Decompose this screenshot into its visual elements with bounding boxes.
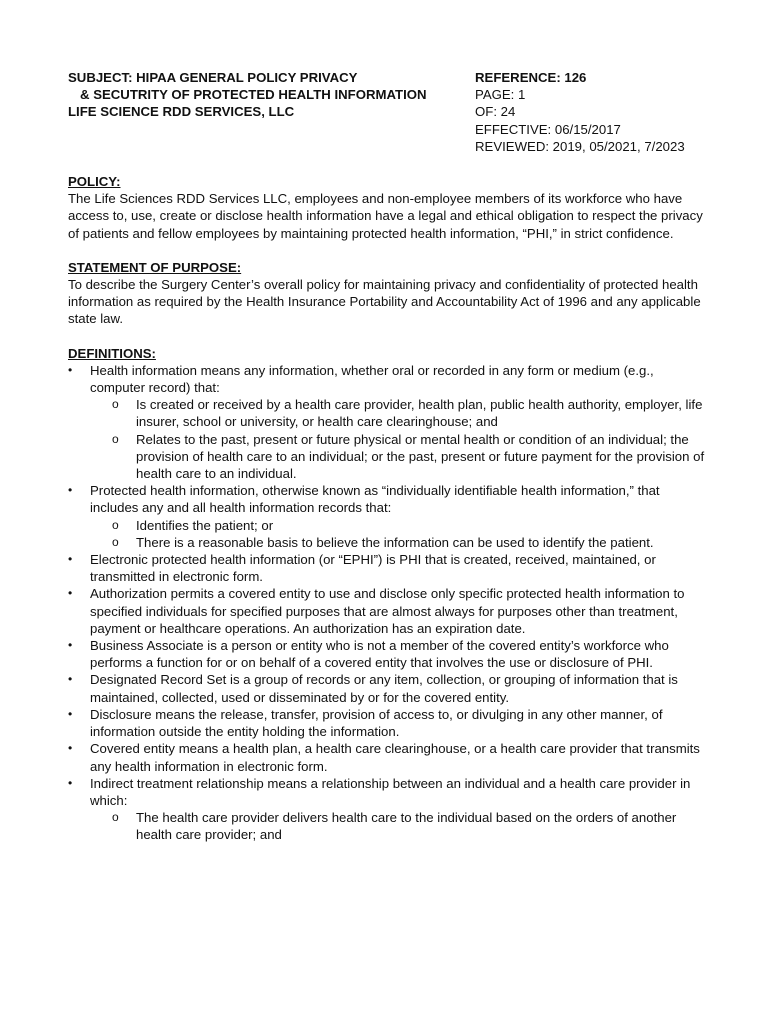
definition-sublist	[90, 517, 708, 551]
purpose-heading: STATEMENT OF PURPOSE:	[68, 259, 242, 275]
purpose-text: To describe the Surgery Center’s overall policy for maintaining privacy and confidentiality of protected health information as required by the Health Insurance Portability and Accountability Act of 1996 and any applicable state law.	[68, 277, 701, 327]
page-count: OF: 24	[475, 104, 516, 120]
definition-item	[68, 775, 708, 844]
definition-item	[68, 362, 708, 482]
definition-text: Indirect treatment relationship means a relationship between an individual and a health care provider in which:	[90, 775, 691, 808]
definition-subitem	[90, 534, 708, 551]
reviewed-dates: REVIEWED: 2019, 05/2021, 7/2023	[475, 138, 685, 154]
policy-section	[68, 173, 708, 242]
reference-number: REFERENCE: 126	[475, 70, 587, 85]
subject-line-1: SUBJECT: HIPAA GENERAL POLICY PRIVACY	[68, 70, 358, 85]
bullet-icon: •	[68, 775, 73, 790]
definition-text: Protected health information, otherwise known as “individually identifiable health information,” that includes any and all health information records that:	[90, 483, 660, 516]
definition-text: Covered entity means a health plan, a health care clearinghouse, or a health care provider that transmits any health information in electronic form.	[90, 741, 700, 774]
effective-date: EFFECTIVE: 06/15/2017	[475, 121, 621, 137]
definition-sublist	[90, 396, 708, 482]
bullet-icon: •	[68, 672, 73, 687]
document-body	[68, 173, 708, 861]
definition-subitem-text: Is created or received by a health care provider, health plan, public health authority, employer, life insurer, school or university, or health care clearinghouse; and	[136, 397, 703, 430]
purpose-section	[68, 259, 708, 328]
policy-heading: POLICY:	[68, 174, 121, 189]
definition-item	[68, 551, 708, 585]
definition-text: Authorization permits a covered entity to use and disclose only specific protected health information to specified individuals for specified purposes that are almost always for purposes other than treatment, payment or healthcare operations. An authorization has an expiration date.	[90, 586, 685, 636]
definition-item	[68, 585, 708, 637]
sub-bullet-icon: o	[112, 517, 119, 532]
bullet-icon: •	[68, 362, 73, 377]
definition-item	[68, 671, 708, 705]
definition-subitem	[90, 809, 708, 843]
sub-bullet-icon: o	[112, 397, 119, 412]
reference-block	[475, 69, 715, 155]
definition-sublist	[90, 809, 708, 843]
definition-subitem-text: Identifies the patient; or	[136, 517, 274, 533]
definition-item	[68, 740, 708, 774]
bullet-icon: •	[68, 706, 73, 721]
definition-text: Business Associate is a person or entity who is not a member of the covered entity’s workforce who performs a function for or on behalf of a covered entity that involves the use or disclosure of PHI.	[90, 638, 669, 671]
bullet-icon: •	[68, 638, 73, 653]
policy-text: The Life Sciences RDD Services LLC, employees and non-employee members of its workforce who have access to, use, create or disclose health information have a legal and ethical obligation to respect the privacy of patients and fellow employees by maintaining protected health information, “PHI,” in strict confidence.	[68, 191, 703, 241]
definition-subitem	[90, 431, 708, 483]
definition-subitem-text: There is a reasonable basis to believe the information can be used to identify the patient.	[136, 534, 654, 550]
page-number: PAGE: 1	[475, 87, 526, 103]
sub-bullet-icon: o	[112, 431, 119, 446]
definition-item	[68, 706, 708, 740]
definition-text: Designated Record Set is a group of records or any item, collection, or grouping of information that is maintained, collected, used or disseminated by or for the covered entity.	[90, 672, 678, 705]
definition-text: Electronic protected health information (or “EPHI”) is PHI that is created, received, maintained, or transmitted in electronic form.	[90, 552, 656, 585]
definition-item	[68, 637, 708, 671]
definition-subitem-text: The health care provider delivers health care to the individual based on the orders of another health care provider; and	[136, 810, 677, 843]
sub-bullet-icon: o	[112, 534, 119, 549]
definition-subitem-text: Relates to the past, present or future physical or mental health or condition of an individual; the provision of health care to an individual; or the past, present or future payment for the provision of health care to an individual.	[136, 431, 705, 482]
definition-subitem	[90, 517, 708, 534]
definitions-heading: DEFINITIONS:	[68, 345, 156, 361]
definitions-list	[68, 362, 708, 844]
subject-line-2: & SECUTRITY OF PROTECTED HEALTH INFORMATION	[80, 87, 427, 103]
bullet-icon: •	[68, 741, 73, 756]
subject-line-3: LIFE SCIENCE RDD SERVICES, LLC	[68, 104, 295, 120]
definition-text: Health information means any information, whether oral or recorded in any form or medium (e.g., computer record) that:	[90, 362, 654, 396]
definition-subitem	[90, 396, 708, 430]
subject-block	[68, 69, 468, 121]
bullet-icon: •	[68, 483, 73, 498]
definition-item	[68, 482, 708, 551]
bullet-icon: •	[68, 552, 73, 567]
definitions-section	[68, 345, 708, 844]
definition-text: Disclosure means the release, transfer, provision of access to, or divulging in any other manner, of information outside the entity holding the information.	[90, 706, 663, 740]
bullet-icon: •	[68, 586, 73, 601]
sub-bullet-icon: o	[112, 810, 119, 825]
